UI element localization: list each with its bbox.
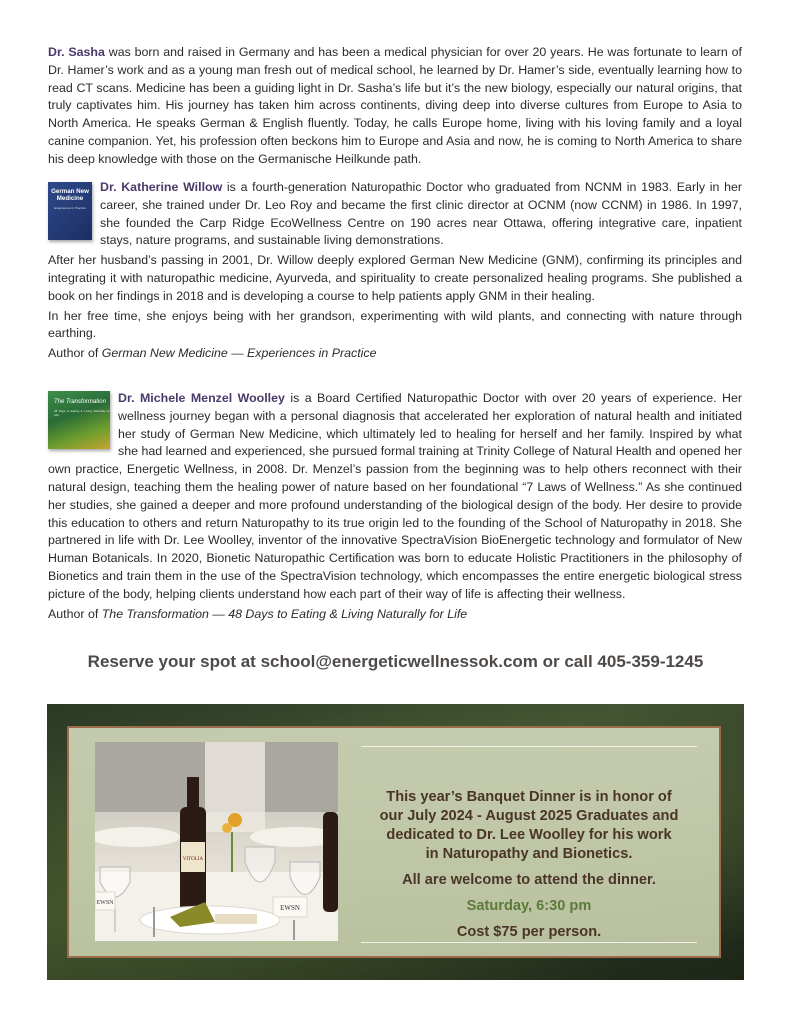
- banquet-table-illustration: [95, 742, 338, 941]
- book-cover-german-new-medicine: [48, 182, 92, 240]
- book-cover-subtitle: Experiences in Practice: [54, 206, 86, 210]
- book-cover-the-transformation: [48, 391, 110, 449]
- woolley-author-line: [48, 606, 742, 624]
- banquet-line-4: in Naturopathy and Bionetics.: [425, 846, 633, 862]
- banquet-top-rule: [361, 746, 697, 747]
- woolley-author-book: The Transformation — 48 Days to Eating & Living Naturally for Life: [101, 606, 468, 621]
- willow-text-1: is a fourth-generation Naturopathic Doctor who graduated from NCNM in 1983. Early in her career, she trained under Dr. Leo Roy and became the first clinic director at OCNM (now CCNM) in 1986. In 1997, she founded the Carp Ridge EcoWellness Centre on 190 acres near Ottawa, offering integrative care, inpatient stays, nature programs, and sustainable living demonstrations.: [100, 180, 742, 248]
- reserve-contact-line: Reserve your spot at school@energeticwellnessok.com or call 405-359-1245: [87, 652, 704, 671]
- wine-label: VITOLIA: [182, 857, 204, 862]
- woolley-name: Dr. Michele Menzel Woolley: [118, 391, 285, 405]
- woolley-author-prefix: Author of: [48, 606, 102, 621]
- banquet-line-2: our July 2024 - August 2025 Graduates and: [379, 808, 679, 824]
- book-cover-title: The Transformation: [54, 399, 106, 405]
- sasha-name: Dr. Sasha: [48, 45, 105, 59]
- willow-text-3: In her free time, she enjoys being with her grandson, experimenting with wild plants, and connecting with nature through earthing.: [48, 308, 742, 341]
- book-cover-subtitle: 48 Days to Eating & Living Naturally for Life: [54, 409, 110, 417]
- place-card-left: EWSN: [96, 900, 114, 906]
- bio-willow: [48, 179, 742, 365]
- banquet-frame: [67, 726, 721, 958]
- sasha-text: was born and raised in Germany and has been a medical physician for over 20 years. He was fortunate to learn of Dr. Hamer’s work and as a young man fresh out of medical school, he learned by Dr. Hamer’s side, eventually learning how to read CT scans. Medicine has been a guiding light in Dr. Sasha’s life but it’s the new biology, especially our natural origins, that truly captivates him. His journey has taken him across continents, diving deep into diverse cultures from Europe to Asia to North America. He speaks German & English fluently. Today, he calls Europe home, living with his loving family and a loyal canine companion. Yet, his profession often beckons him to Europe and Asia and now, he is coming to North America to share his deep knowledge with those on the Germanische Heilkunde path.: [48, 45, 742, 166]
- banquet-cost: Cost $75 per person.: [456, 924, 602, 940]
- bio-woolley: [48, 390, 742, 625]
- willow-author-book: German New Medicine — Experiences in Practice: [101, 346, 377, 361]
- banquet-line-1: This year’s Banquet Dinner is in honor of: [386, 789, 672, 805]
- willow-author-prefix: Author of: [48, 346, 102, 361]
- place-card-right: EWSN: [280, 904, 300, 912]
- willow-text-2: After her husband’s passing in 2001, Dr. Willow deeply explored German New Medicine (GNM), confirming its principles and integrating it with naturopathic medicine, Ayurveda, and spirituality to create personalized healing programs. She published a book on her findings in 2018 and is developing a course to help patients apply GNM in their healing.: [48, 253, 742, 303]
- banquet-bottom-rule: [361, 942, 697, 943]
- banquet-announcement: [361, 788, 697, 942]
- woolley-text: is a Board Certified Naturopathic Doctor with over 20 years of experience. Her wellness journey began with a personal diagnosis that accelerated her exploration of natural health and initiated her study of German New Medicine, which ultimately led to healing for herself and her family. Inspired by what she had learned and experienced, she pursued formal training at Trinity College of Natural Health and opened her own practice, Energetic Wellness, in 2008. Dr. Menzel’s passion from the beginning was to help others reconnect with their natural design, teaching them the healing power of nature based on her foundational “7 Laws of Wellness.” As she continued her studies, she gained a deeper and more profound understanding of the biological design of the body. Her desire to provide this education to others and return Naturopathy to its true origin led to the founding of the School of Naturopathy in 2018. She partnered in life with Dr. Lee Woolley, inventor of the innovative SpectraVision BioEnergetic technology and formulator of New Human Botanicals. In 2020, Bionetic Naturopathic Certification was born to educate Holistic Practitioners in the philosophy of Bionetics and train them in the use of the SpectraVision technology, which encompasses the entire energetic biological stress picture of the body, helping clients understand how each part of their way of life is affecting their wellness.: [48, 391, 742, 601]
- banquet-time: Saturday, 6:30 pm: [466, 898, 592, 914]
- book-cover-title: German New Medicine: [51, 188, 89, 202]
- banquet-banner: [47, 704, 744, 980]
- banquet-table-photo: [95, 742, 338, 941]
- bio-sasha: [48, 44, 742, 171]
- banquet-welcome: All are welcome to attend the dinner.: [402, 872, 656, 888]
- willow-author-line: [48, 345, 742, 363]
- banquet-line-3: dedicated to Dr. Lee Woolley for his work: [386, 827, 672, 843]
- willow-name: Dr. Katherine Willow: [100, 180, 223, 194]
